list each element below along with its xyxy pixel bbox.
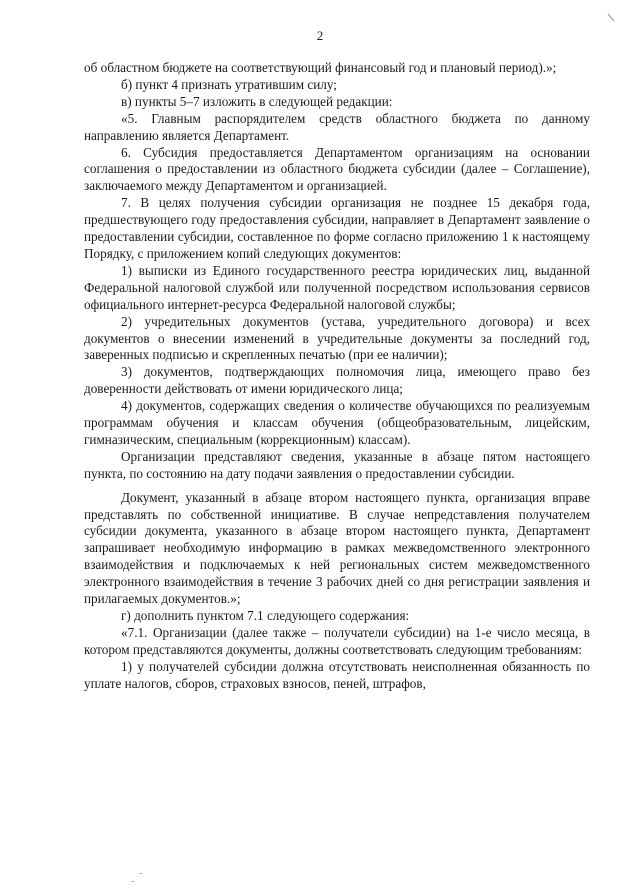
page-number: 2: [316, 28, 324, 43]
paragraph: б) пункт 4 признать утратившим силу;: [121, 76, 337, 92]
paragraph: в) пункты 5–7 изложить в следующей редакции:: [121, 93, 393, 109]
paragraph: 2) учредительных документов (устава, учредительного договора) и всех документов о внесении изменений в учредительные документы за последний год, заверенных подписью и скрепленных печатью (при ее наличии);: [84, 313, 590, 363]
paragraph: «5. Главным распорядителем средств областного бюджета по данному направлению является Департамент.: [84, 110, 590, 143]
paragraph: 4) документов, содержащих сведения о количестве обучающихся по реализуемым программам обучения и классам обучения (общеобразовательным, лицейским, гимназическим, специальным (коррекционным) классам).: [84, 398, 590, 447]
paragraph: об областном бюджете на соответствующий финансовый год и плановый период).»;: [84, 60, 557, 75]
scan-artifact: [140, 873, 142, 874]
paragraph: 7. В целях получения субсидии организация не позднее 15 декабря года, предшествующего году предоставления субсидии, направляет в Департамент заявление о предоставлении субсидии, составленное по форме согласно приложению 1 к настоящему Порядку, с приложением копий следующих документов:: [84, 195, 590, 261]
document-body: [84, 60, 590, 693]
paragraph: г) дополнить пунктом 7.1 следующего содержания:: [121, 608, 410, 623]
paragraph: Организации представляют сведения, указанные в абзаце пятом настоящего пункта, по состоянию на дату подачи заявления о предоставлении субсидии.: [84, 448, 590, 481]
paragraph: 1) у получателей субсидии должна отсутствовать неисполненная обязанность по уплате налогов, сборов, страховых взносов, пеней, штрафов,: [84, 658, 590, 691]
paragraph: Документ, указанный в абзаце втором настоящего пункта, организация вправе представлять по собственной инициативе. В случае непредставления получателем субсидии документа, указанного в абзаце втором настоящего пункта, Департамент запрашивает необходимую информацию в рамках межведомственного электронного взаимодействия и подключаемых к ней региональных систем межведомственного электронного взаимодействия в течение 3 рабочих дней со дня регистрации заявления и прилагаемых документов.»;: [84, 489, 590, 607]
paragraph: «7.1. Организации (далее также – получатели субсидии) на 1-е число месяца, в котором представляются документы, должны соответствовать следующим требованиям:: [84, 624, 590, 657]
scan-artifact: [132, 881, 134, 882]
paragraph: 1) выписки из Единого государственного реестра юридических лиц, выданной Федеральной налоговой службой или полученной посредством использования сервисов официального интернет-ресурса Федеральной налоговой службы;: [84, 262, 590, 312]
corner-tick-mark: [607, 10, 616, 20]
paragraph: 3) документов, подтверждающих полномочия лица, имеющего право без доверенности действовать от имени юридического лица;: [84, 364, 590, 397]
paragraph: 6. Субсидия предоставляется Департаментом организациям на основании соглашения о предоставлении из областного бюджета субсидии (далее – Соглашение), заключаемого между Департаментом и организацией.: [84, 144, 590, 194]
